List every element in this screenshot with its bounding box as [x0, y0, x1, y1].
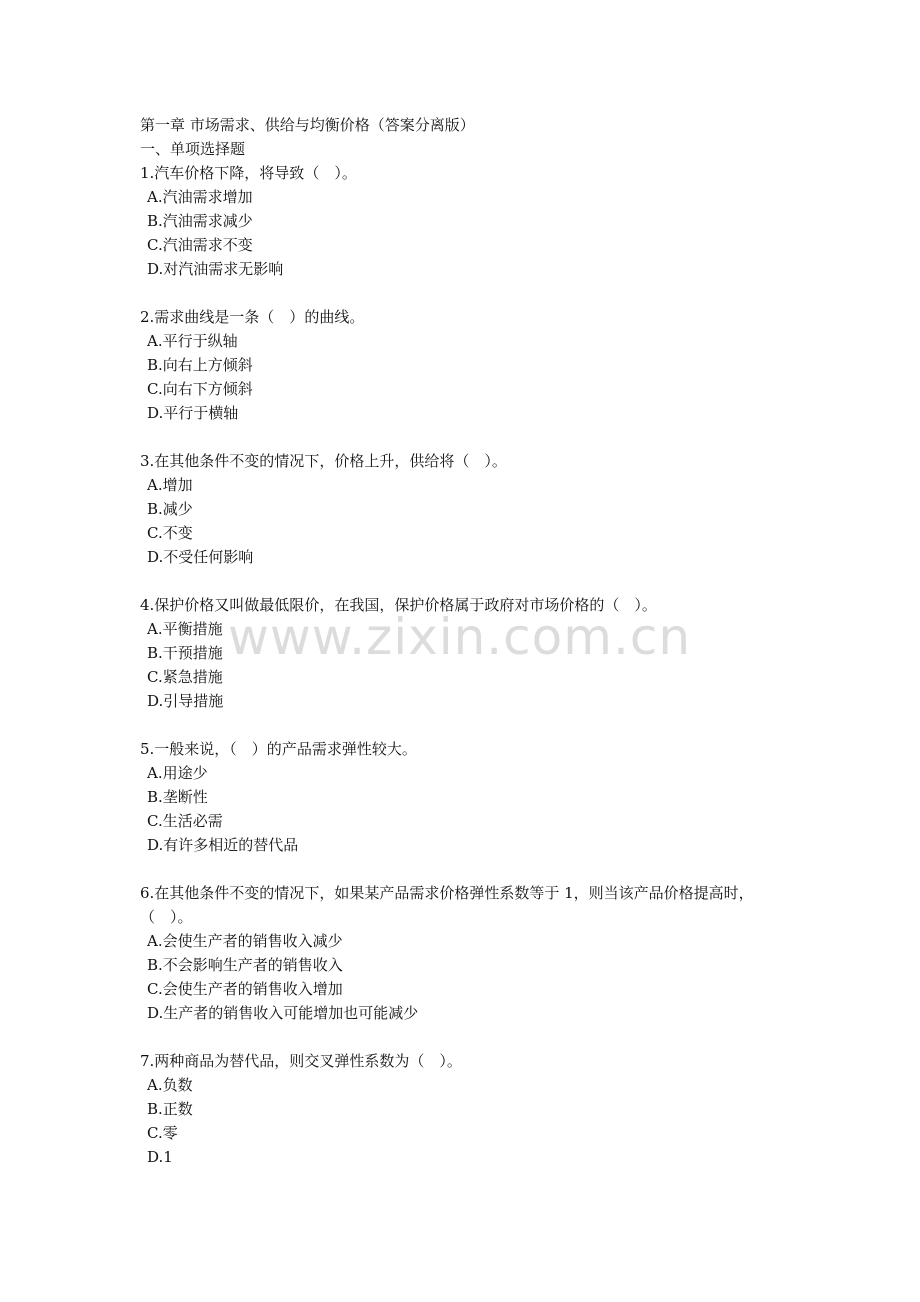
- option-b: B.向右上方倾斜: [147, 356, 253, 374]
- option-d: D.对汽油需求无影响: [147, 260, 284, 278]
- option-b: B.正数: [147, 1100, 193, 1118]
- option-c: C.汽油需求不变: [147, 236, 253, 254]
- watermark: www.zixin.com.cn: [228, 608, 692, 666]
- question-stem: 7.两种商品为替代品，则交叉弹性系数为（ ）。: [140, 1052, 462, 1070]
- question-stem: 4.保护价格又叫做最低限价，在我国，保护价格属于政府对市场价格的（ ）。: [140, 596, 657, 614]
- option-d: D.平行于横轴: [147, 404, 239, 422]
- question-stem: 3.在其他条件不变的情况下，价格上升，供给将（ ）。: [140, 452, 507, 470]
- question-stem-continued: （ ）。: [140, 908, 193, 926]
- option-b: B.不会影响生产者的销售收入: [147, 956, 343, 974]
- option-c: C.紧急措施: [147, 668, 223, 686]
- question-stem: 6.在其他条件不变的情况下，如果某产品需求价格弹性系数等于 1，则当该产品价格提高时，: [140, 884, 754, 902]
- option-c: C.向右下方倾斜: [147, 380, 253, 398]
- option-c: C.会使生产者的销售收入增加: [147, 980, 343, 998]
- question-stem: 5.一般来说，（ ）的产品需求弹性较大。: [140, 740, 417, 758]
- question-5: [140, 737, 790, 857]
- question-1: [140, 161, 790, 281]
- option-a: A.负数: [147, 1076, 193, 1094]
- option-a: A.增加: [147, 476, 193, 494]
- option-d: D.1: [147, 1148, 173, 1166]
- question-stem: 2.需求曲线是一条（ ）的曲线。: [140, 308, 365, 326]
- option-b: B.减少: [147, 500, 193, 518]
- option-b: B.垄断性: [147, 788, 208, 806]
- question-4: [140, 593, 790, 713]
- option-c: C.生活必需: [147, 812, 223, 830]
- option-d: D.有许多相近的替代品: [147, 836, 299, 854]
- option-a: A.平衡措施: [147, 620, 223, 638]
- question-6: [140, 881, 790, 1025]
- option-a: A.汽油需求增加: [147, 188, 253, 206]
- question-7: [140, 1049, 790, 1169]
- page-title: 第一章 市场需求、供给与均衡价格（答案分离版）: [140, 116, 475, 134]
- option-b: B.干预措施: [147, 644, 223, 662]
- option-b: B.汽油需求减少: [147, 212, 253, 230]
- question-stem: 1.汽车价格下降，将导致（ ）。: [140, 164, 357, 182]
- option-d: D.不受任何影响: [147, 548, 254, 566]
- question-3: [140, 449, 790, 569]
- question-2: [140, 305, 790, 425]
- option-a: A.平行于纵轴: [147, 332, 238, 350]
- option-c: C.不变: [147, 524, 193, 542]
- section-heading: 一、单项选择题: [140, 140, 246, 158]
- option-d: D.引导措施: [147, 692, 224, 710]
- option-a: A.用途少: [147, 764, 208, 782]
- option-a: A.会使生产者的销售收入减少: [147, 932, 343, 950]
- option-c: C.零: [147, 1124, 178, 1142]
- option-d: D.生产者的销售收入可能增加也可能减少: [147, 1004, 419, 1022]
- document-body: [140, 113, 790, 1169]
